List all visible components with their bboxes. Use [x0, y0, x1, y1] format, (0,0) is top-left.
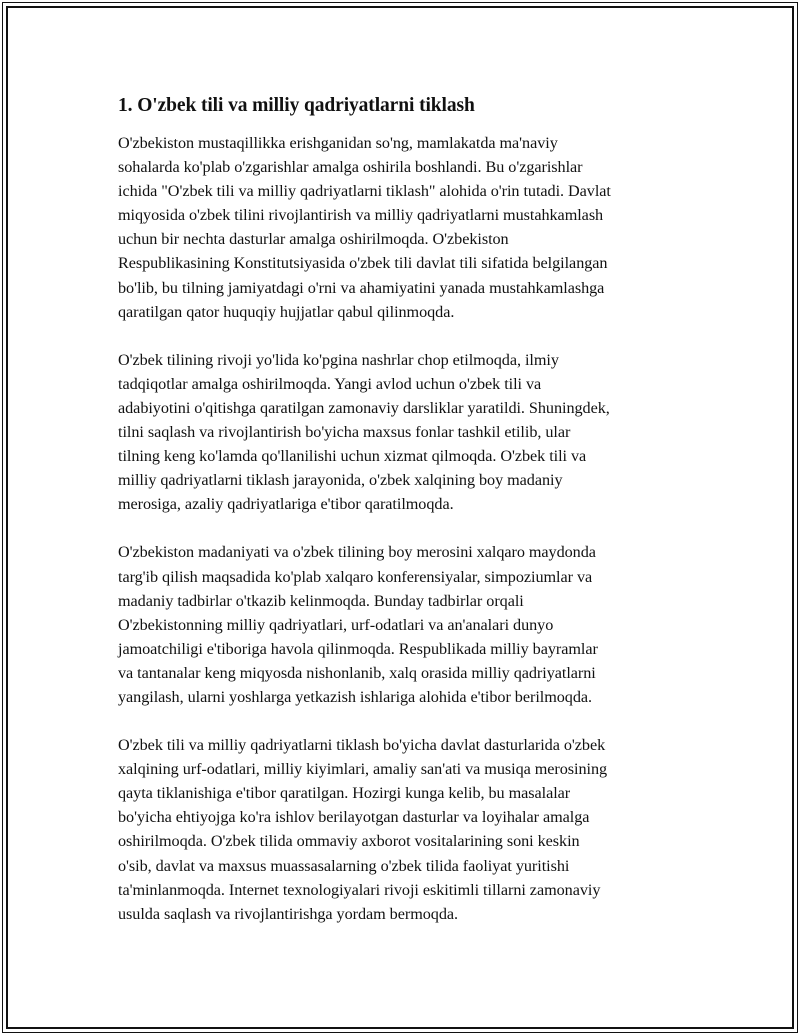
text-line: madaniy tadbirlar o'tkazib kelinmoqda. Bunday tadbirlar orqali	[118, 591, 524, 610]
text-line: adabiyotini o'qitishga qaratilgan zamonaviy darsliklar yaratildi. Shuningdek,	[118, 398, 610, 417]
text-line: o'sib, davlat va maxsus muassasalarning o'zbek tilida faoliyat yuritishi	[118, 856, 570, 875]
text-line: oshirilmoqda. O'zbek tilida ommaviy axborot vositalarining soni keskin	[118, 832, 580, 851]
text-line: milliy qadriyatlarni tiklash jarayonida, o'zbek xalqining boy madaniy	[118, 471, 563, 490]
text-line: targ'ib qilish maqsadida ko'plab xalqaro konferensiyalar, simpoziumlar va	[118, 567, 593, 586]
text-line: jamoatchiligi e'tiboriga havola qilinmoqda. Respublikada milliy bayramlar	[118, 639, 598, 658]
text-line: ta'minlanmoqda. Internet texnologiyalari rivoji eskitimli tillarni zamonaviy	[118, 880, 601, 899]
text-line: va tantanalar keng miqyosda nishonlanib, xalq orasida milliy qadriyatlarni	[118, 663, 596, 682]
text-line: usulda saqlash va rivojlantirishga yordam bermoqda.	[118, 904, 459, 923]
paragraph	[118, 733, 686, 926]
text-line: xalqining urf-odatlari, milliy kiyimlari, amaliy san'ati va musiqa merosining	[118, 760, 608, 779]
paragraph	[118, 540, 686, 709]
paragraph	[118, 348, 686, 517]
text-line: merosiga, azaliy qadriyatlariga e'tibor qaratilmoqda.	[118, 495, 454, 514]
text-line: tilning keng ko'lamda qo'llanilishi uchun xizmat qilmoqda. O'zbek tili va	[118, 447, 587, 466]
text-line: ichida "O'zbek tili va milliy qadriyatlarni tiklash" alohida o'rin tutadi. Davlat	[118, 182, 611, 201]
text-line: bo'yicha ehtiyojga ko'ra ishlov berilayotgan dasturlar va loyihalar amalga	[118, 808, 590, 827]
paragraphs-container	[118, 131, 686, 926]
text-line: uchun bir nechta dasturlar amalga oshirilmoqda. O'zbekiston	[118, 230, 509, 249]
text-line: Respublikasining Konstitutsiyasida o'zbek tili davlat tili sifatida belgilangan	[118, 254, 608, 273]
text-line: miqyosida o'zbek tilini rivojlantirish va milliy qadriyatlarni mustahkamlash	[118, 206, 604, 225]
text-line: O'zbek tili va milliy qadriyatlarni tiklash bo'yicha davlat dasturlarida o'zbek	[118, 736, 606, 755]
text-line: O'zbekiston madaniyati va o'zbek tilining boy merosini xalqaro maydonda	[118, 543, 596, 562]
paragraph	[118, 131, 686, 324]
text-line: bo'lib, bu tilning jamiyatdagi o'rni va ahamiyatini yanada mustahkamlashga	[118, 278, 605, 297]
text-line: tadqiqotlar amalga oshirilmoqda. Yangi avlod uchun o'zbek tili va	[118, 374, 542, 393]
text-line: tilni saqlash va rivojlantirish bo'yicha maxsus fonlar tashkil etilib, ular	[118, 423, 571, 442]
text-line: qayta tiklanishiga e'tibor qaratilgan. Hozirgi kunga kelib, bu masalalar	[118, 784, 571, 803]
text-line: O'zbekiston mustaqillikka erishganidan so'ng, mamlakatda ma'naviy	[118, 134, 558, 152]
document-body	[118, 93, 686, 950]
text-line: yangilash, ularni yoshlarga yetkazish ishlariga alohida e'tibor berilmoqda.	[118, 687, 593, 706]
text-line: sohalarda ko'plab o'zgarishlar amalga oshirila boshlandi. Bu o'zgarishlar	[118, 158, 583, 177]
text-line: qaratilgan qator huquqiy hujjatlar qabul qilinmoqda.	[118, 302, 455, 321]
section-title: 1. O'zbek tili va milliy qadriyatlarni tiklash	[118, 95, 475, 116]
text-line: O'zbek tilining rivoji yo'lida ko'pgina nashrlar chop etilmoqda, ilmiy	[118, 350, 559, 369]
text-line: O'zbekistonning milliy qadriyatlari, urf-odatlari va an'analari dunyo	[118, 615, 554, 634]
